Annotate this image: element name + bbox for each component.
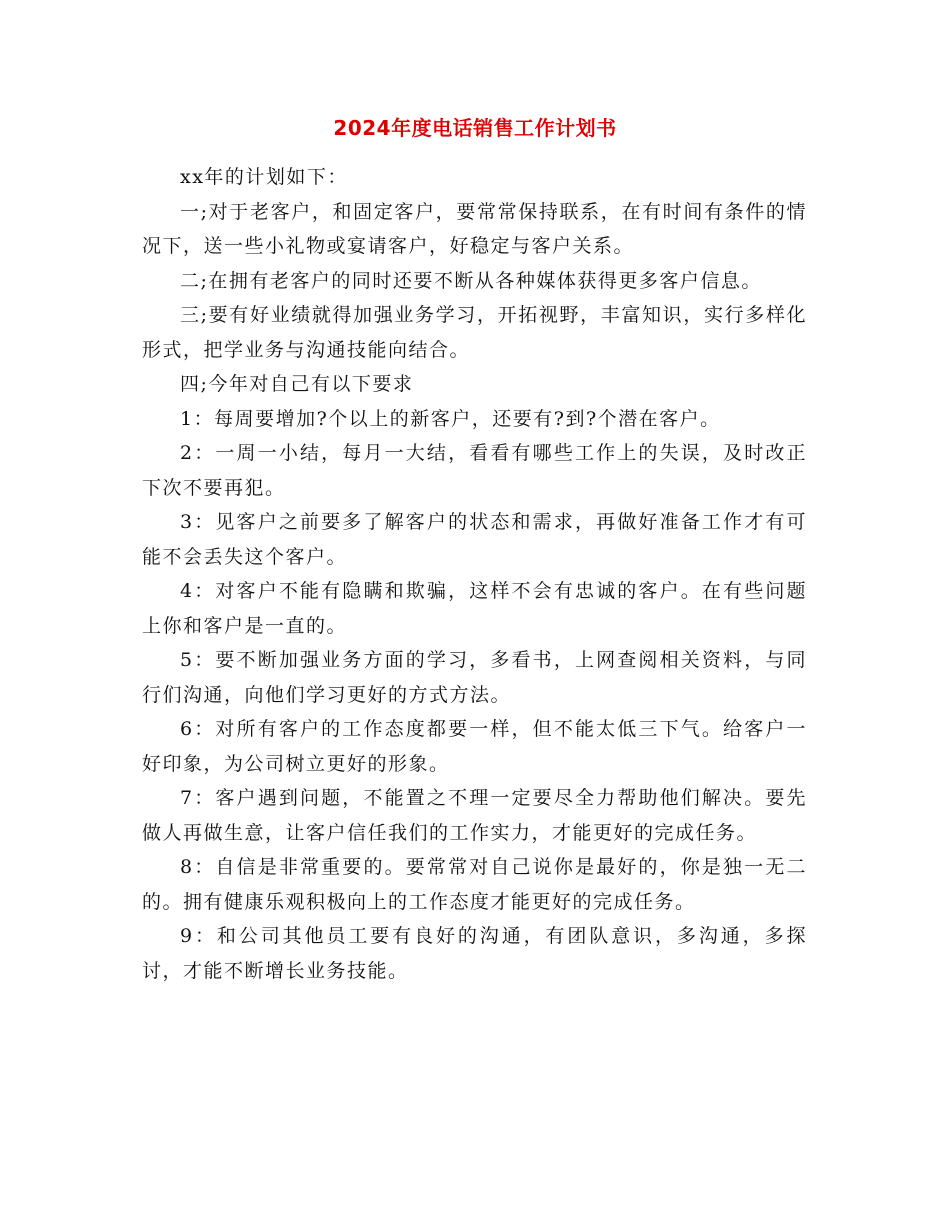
paragraph-intro: xx年的计划如下： <box>180 166 348 188</box>
paragraph-requirement-9: 9：和公司其他员工要有良好的沟通，有团队意识，多沟通，多探讨，才能不断增长业务技能。 <box>142 925 807 982</box>
paragraph-plan-2: 二;在拥有老客户的同时还要不断从各种媒体获得更多客户信息。 <box>180 269 762 292</box>
paragraph-requirement-3: 3：见客户之前要多了解客户的状态和需求，再做好准备工作才有可能不会丢失这个客户。 <box>142 511 807 568</box>
paragraph-requirement-1: 1：每周要增加?个以上的新客户，还要有?到?个潜在客户。 <box>180 407 721 430</box>
paragraph-requirement-7: 7：客户遇到问题，不能置之不理一定要尽全力帮助他们解决。要先做人再做生意，让客户信任我们的工作实力，才能更好的完成任务。 <box>142 787 807 844</box>
paragraph-plan-3: 三;要有好业绩就得加强业务学习，开拓视野，丰富知识，实行多样化形式，把学业务与沟通技能向结合。 <box>142 304 807 361</box>
document-body <box>142 160 807 988</box>
paragraph-requirement-5: 5：要不断加强业务方面的学习，多看书，上网查阅相关资料，与同行们沟通，向他们学习更好的方式方法。 <box>142 649 807 706</box>
paragraph-plan-1: 一;对于老客户，和固定客户，要常常保持联系，在有时间有条件的情况下，送一些小礼物或宴请客户，好稳定与客户关系。 <box>142 200 807 257</box>
document-title: 2024年度电话销售工作计划书 <box>333 116 617 140</box>
paragraph-plan-4: 四;今年对自己有以下要求 <box>180 373 414 395</box>
paragraph-requirement-4: 4：对客户不能有隐瞒和欺骗，这样不会有忠诚的客户。在有些问题上你和客户是一直的。 <box>142 580 807 637</box>
paragraph-requirement-8: 8：自信是非常重要的。要常常对自己说你是最好的，你是独一无二的。拥有健康乐观积极向上的工作态度才能更好的完成任务。 <box>142 856 807 913</box>
paragraph-requirement-6: 6：对所有客户的工作态度都要一样，但不能太低三下气。给客户一好印象，为公司树立更好的形象。 <box>142 718 807 775</box>
paragraph-requirement-2: 2：一周一小结，每月一大结，看看有哪些工作上的失误，及时改正下次不要再犯。 <box>142 442 807 499</box>
